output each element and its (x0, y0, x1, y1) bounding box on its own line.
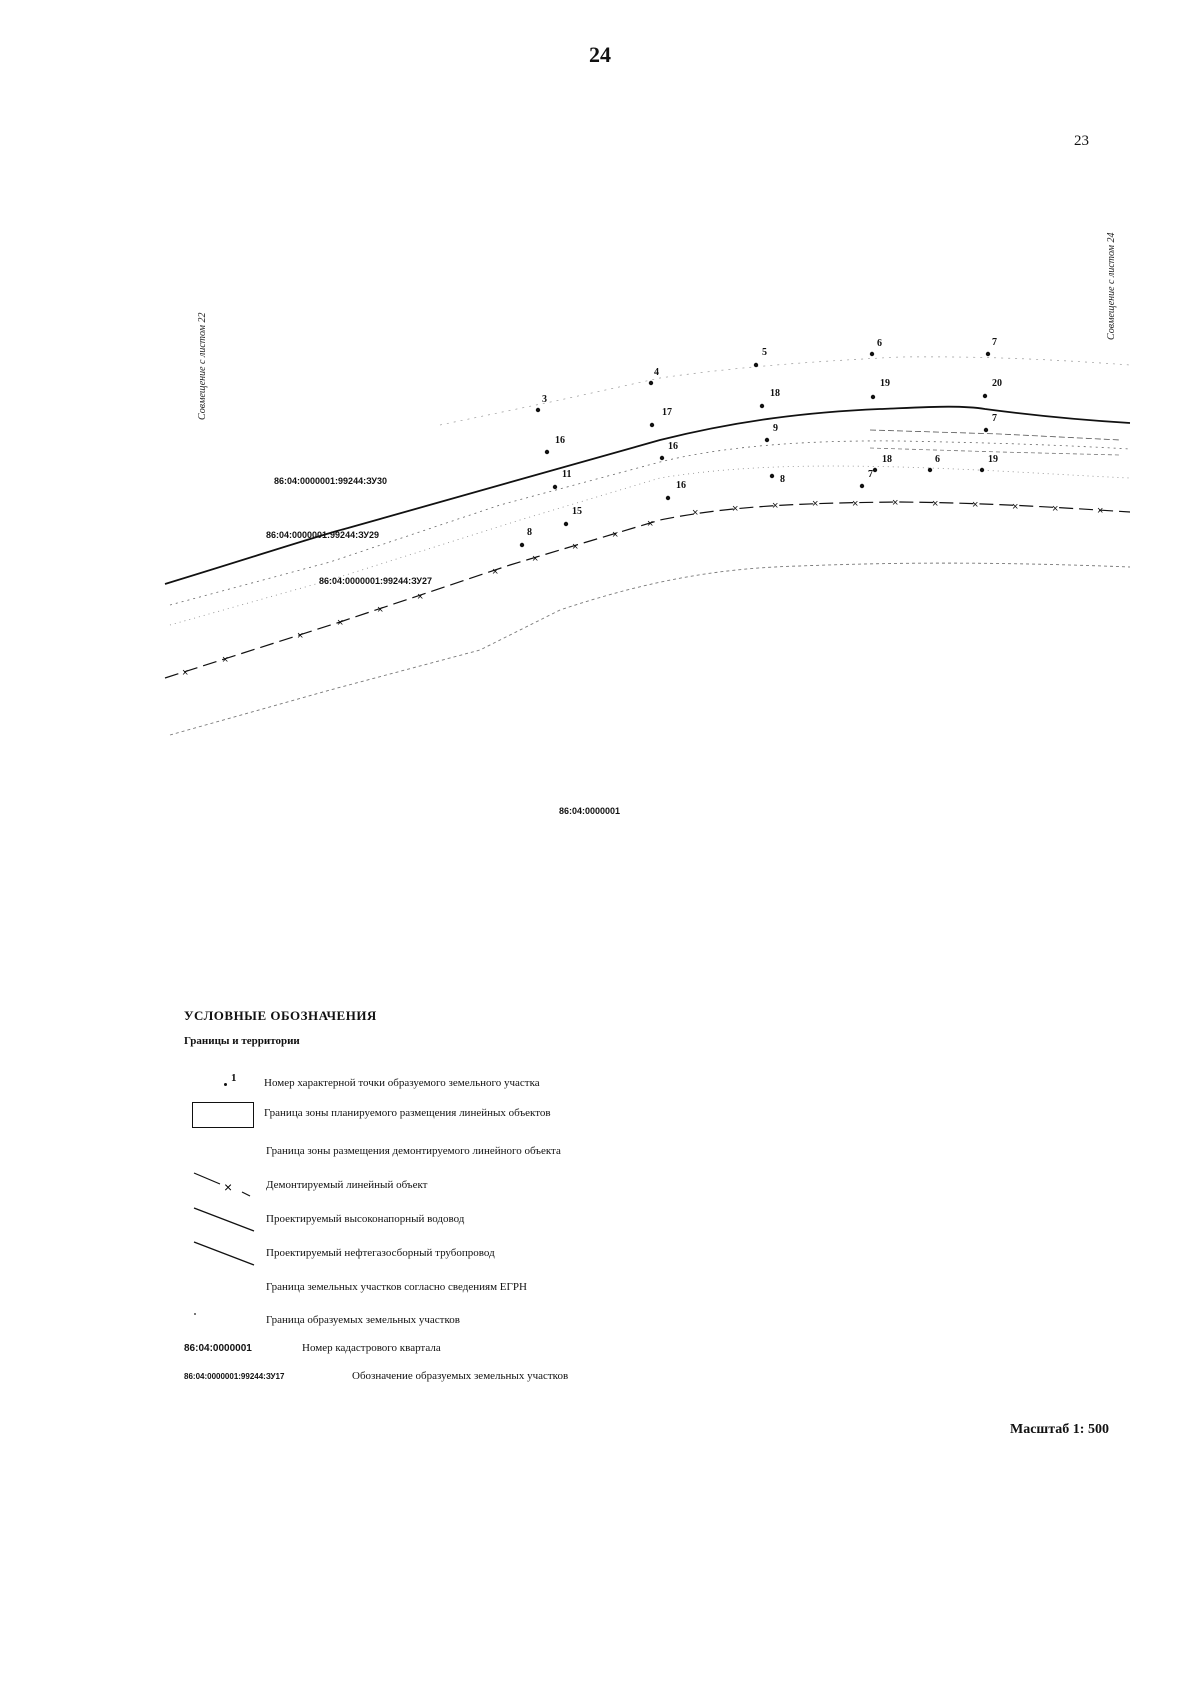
point-label: 15 (572, 506, 582, 517)
legend-quarter-code: 86:04:0000001 (184, 1343, 252, 1354)
characteristic-point (650, 423, 654, 427)
characteristic-points (520, 337, 1002, 547)
legend-item-oil-gas-pipeline: Проектируемый нефтегазосборный трубопровод (266, 1247, 495, 1259)
characteristic-point (870, 352, 874, 356)
legend-item-point: Номер характерной точки образуемого земельного участка (264, 1077, 540, 1089)
characteristic-point (754, 363, 758, 367)
point-label: 6 (877, 338, 882, 349)
point-label: 16 (555, 435, 565, 446)
characteristic-point (770, 474, 774, 478)
point-label: 7 (992, 413, 997, 424)
legend-parcel-code: 86:04:0000001:99244:ЗУ17 (184, 1372, 285, 1381)
cross-mark: × (1012, 501, 1019, 513)
point-label: 8 (527, 527, 532, 538)
legend-item-formed-boundary: Граница образуемых земельных участков (266, 1314, 460, 1326)
point-label: 5 (762, 347, 767, 358)
parcel-label-zu29: 86:04:0000001:99244:ЗУ29 (266, 530, 379, 540)
characteristic-point (984, 428, 988, 432)
legend-formed-boundary-dot (194, 1313, 196, 1315)
legend-point-dot (224, 1083, 227, 1086)
legend-item-dismantle-zone: Граница зоны размещения демонтируемого линейного объекта (266, 1145, 561, 1157)
legend-item-dismantled-object: Демонтируемый линейный объект (266, 1179, 428, 1191)
cross-mark: × (532, 553, 539, 565)
cross-mark: × (647, 518, 654, 530)
cross-mark: × (1052, 503, 1059, 515)
cross-mark: × (772, 500, 779, 512)
point-label: 19 (988, 454, 998, 465)
legend-zone-box (192, 1102, 254, 1128)
cross-mark: × (182, 667, 189, 679)
point-label: 3 (542, 394, 547, 405)
cross-mark: × (892, 497, 899, 509)
legend-oil-pipeline-symbol (192, 1239, 262, 1269)
point-label: 16 (676, 480, 686, 491)
characteristic-point (860, 484, 864, 488)
legend-subtitle: Границы и территории (184, 1035, 300, 1047)
cross-mark: × (692, 507, 699, 519)
characteristic-point (660, 456, 664, 460)
characteristic-point (545, 450, 549, 454)
side-note-left: Совмещение с листом 22 (197, 312, 208, 420)
planned-zone-boundary (165, 407, 1130, 584)
map-scale: Масштаб 1: 500 (1010, 1422, 1109, 1437)
legend-item-planned-zone: Граница зоны планируемого размещения линейных объектов (264, 1107, 551, 1119)
legend-parcel-text: Обозначение образуемых земельных участков (352, 1370, 569, 1382)
legend-item-egrn-boundary: Граница земельных участков согласно сведениям ЕГРН (266, 1281, 527, 1293)
characteristic-point (649, 381, 653, 385)
cross-mark: × (377, 604, 384, 616)
point-label: 18 (770, 388, 780, 399)
characteristic-point (873, 468, 877, 472)
cross-mark: × (732, 503, 739, 515)
legend-water-pipeline-symbol (192, 1205, 262, 1235)
page-number: 24 (589, 42, 611, 67)
cross-mark: × (222, 654, 229, 666)
cross-mark: × (852, 498, 859, 510)
point-label: 16 (668, 441, 678, 452)
cross-mark: × (812, 498, 819, 510)
point-label: 17 (662, 407, 672, 418)
parcel-label-zu30: 86:04:0000001:99244:ЗУ30 (274, 476, 387, 486)
characteristic-point (536, 408, 540, 412)
cross-mark: × (932, 498, 939, 510)
characteristic-point (980, 468, 984, 472)
cross-mark: × (972, 499, 979, 511)
point-label: 7 (992, 337, 997, 348)
point-label: 19 (880, 378, 890, 389)
parcel-label-zu27: 86:04:0000001:99244:ЗУ27 (319, 576, 432, 586)
point-label: 18 (882, 454, 892, 465)
characteristic-point (760, 404, 764, 408)
point-label: 6 (935, 454, 940, 465)
cross-mark: × (492, 566, 499, 578)
formed-parcel-boundary (170, 563, 1130, 735)
legend-quarter-text: Номер кадастрового квартала (302, 1342, 441, 1354)
cross-mark: × (297, 630, 304, 642)
dismantled-object-crosses (182, 497, 1103, 679)
point-label: 8 (780, 474, 785, 485)
point-label: 9 (773, 423, 778, 434)
legend-item-water-pipeline: Проектируемый высоконапорный водовод (266, 1213, 465, 1225)
point-label: 4 (654, 367, 659, 378)
cross-mark: × (417, 591, 424, 603)
characteristic-point (666, 496, 670, 500)
characteristic-point (564, 522, 568, 526)
cross-mark: × (572, 541, 579, 553)
point-label: 11 (562, 469, 572, 480)
cross-mark: × (337, 617, 344, 629)
corridor-tick-line (870, 430, 1120, 440)
characteristic-point (765, 438, 769, 442)
characteristic-point (520, 543, 524, 547)
legend-point-number: 1 (231, 1072, 237, 1084)
characteristic-point (928, 468, 932, 472)
characteristic-point (553, 485, 557, 489)
side-note-right: Совмещение с листом 24 (1106, 232, 1117, 340)
characteristic-point (871, 395, 875, 399)
svg-text:×: × (224, 1179, 233, 1195)
point-label: 7 (868, 469, 873, 480)
egrn-boundary-2 (170, 466, 1130, 625)
quarter-label: 86:04:0000001 (559, 806, 621, 816)
characteristic-point (983, 394, 987, 398)
cross-mark: × (1097, 505, 1104, 517)
legend-title: УСЛОВНЫЕ ОБОЗНАЧЕНИЯ (184, 1008, 377, 1023)
characteristic-point (986, 352, 990, 356)
legend-dismantled-symbol (192, 1170, 262, 1200)
neighbor-sheet-number: 23 (1074, 133, 1089, 149)
point-label: 20 (992, 378, 1002, 389)
cross-mark: × (612, 529, 619, 541)
